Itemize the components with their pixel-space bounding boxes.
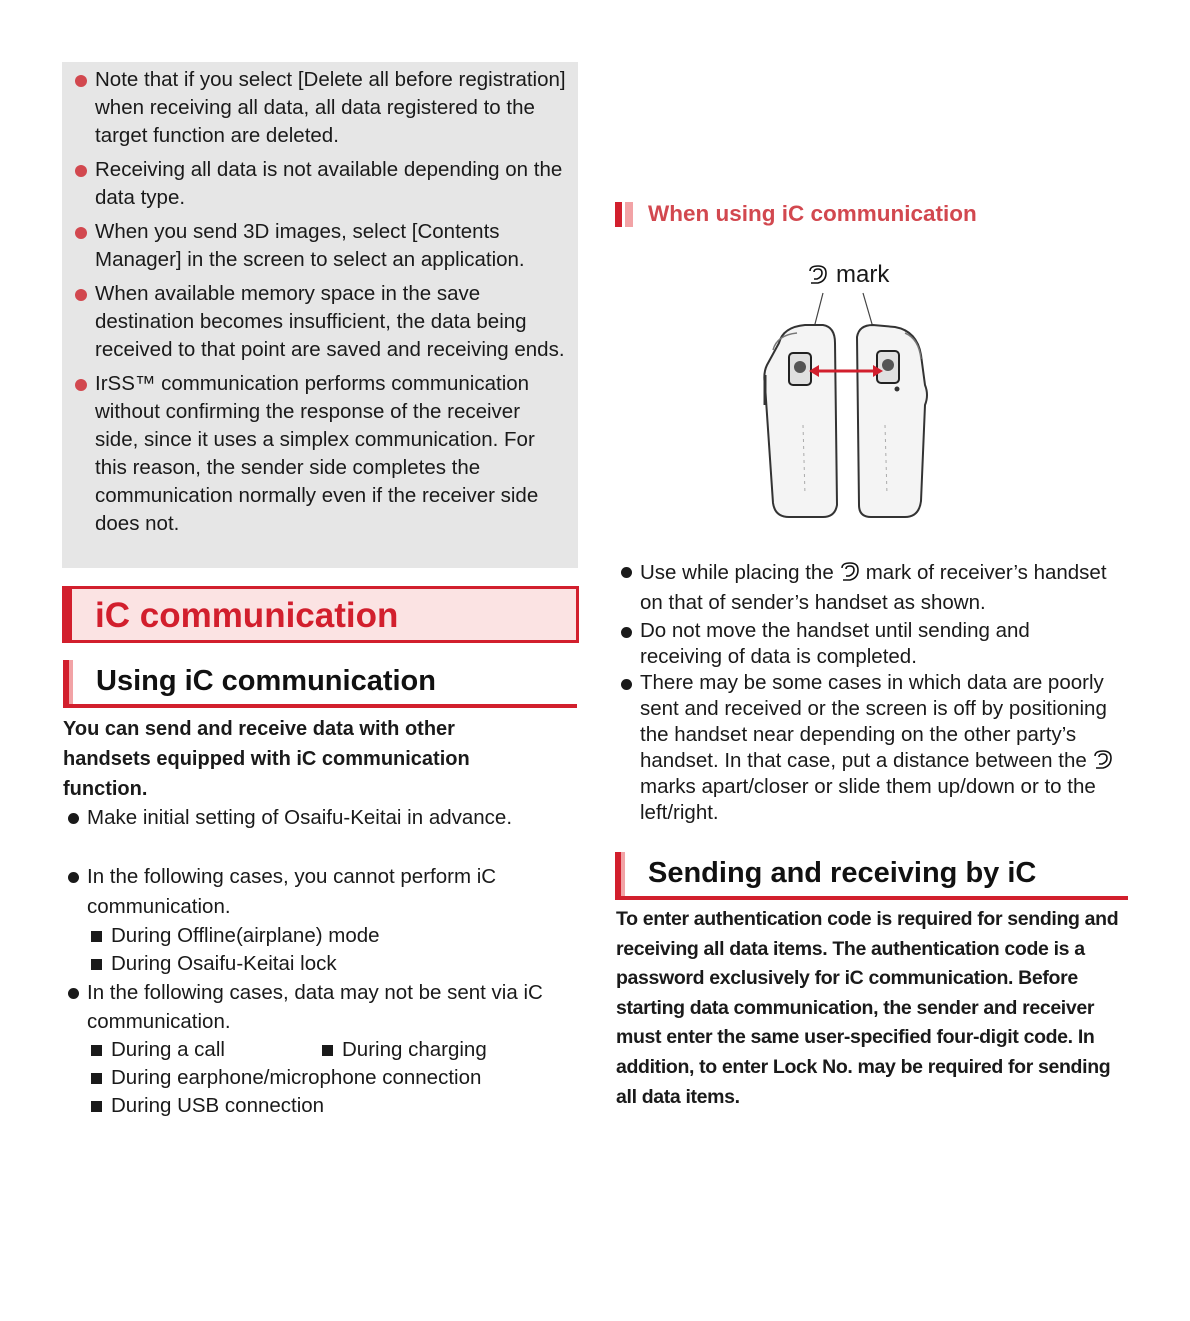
figure-label: mark	[838, 261, 891, 289]
handsets-illustration	[745, 255, 945, 525]
receiver-handset	[857, 325, 927, 517]
intro-text: You can send and receive data with other handsets equipped with iC communication function.	[63, 718, 470, 800]
square-bullet-icon	[322, 1045, 333, 1056]
section-title-sending: Sending and receiving by iC	[615, 852, 1128, 900]
felica-mark-icon	[1091, 748, 1115, 772]
note-item: Receiving all data is not available depending on the data type.	[72, 156, 568, 212]
sub-item: During a call	[89, 1036, 225, 1064]
section-marker	[615, 852, 625, 896]
sub-item: During earphone/microphone connection	[89, 1064, 481, 1092]
bullet-dot-icon	[68, 988, 79, 999]
felica-mark-icon	[838, 560, 862, 584]
bullet-dot-icon	[68, 813, 79, 824]
note-item: When you send 3D images, select [Contents Manager] in the screen to select an application.	[72, 218, 568, 274]
bullet-dot-icon	[68, 872, 79, 883]
note-item: When available memory space in the save destination becomes insufficient, the data being received to that point are saved and receiving ends.	[72, 280, 568, 364]
sub-item: During charging	[320, 1036, 487, 1064]
bullet-dot-icon	[75, 75, 87, 87]
square-bullet-icon	[91, 1101, 102, 1112]
square-bullet-icon	[91, 931, 102, 942]
note-item: IrSS™ communication performs communication without confirming the response of the receiver side, since it uses a simplex communication. For this reason, the sender side completes the communication normally even if the receiver side does not.	[72, 370, 568, 538]
bullet-dot-icon	[75, 289, 87, 301]
bullet-dot-icon	[621, 627, 632, 638]
square-bullet-icon	[91, 1045, 102, 1056]
sending-intro-text: To enter authentication code is required for sending and receiving all data items. The authentication code is a password exclusively for iC communication. Before starting data communication, the sender and receiver must enter the same user-specified four-digit code. In addition, to enter Lock No. may be required for sending all data items.	[616, 908, 1119, 1108]
list-item: Do not move the handset until sending and receiving of data is completed.	[616, 618, 1086, 670]
heading-marker	[625, 202, 633, 227]
bullet-dot-icon	[75, 227, 87, 239]
notes-box	[62, 62, 578, 568]
bullet-dot-icon	[75, 165, 87, 177]
list-item: In the following cases, you cannot perform iC communication.	[63, 862, 553, 922]
bullet-dot-icon	[75, 379, 87, 391]
bullet-dot-icon	[621, 567, 632, 578]
list-item: Make initial setting of Osaifu-Keitai in advance.	[63, 803, 573, 832]
list-item: There may be some cases in which data are poorly sent and received or the screen is off by positioning the handset near depending on the other party’s handset. In that case, put a distance between themarks apart/closer or slide them up/down or to the left/right.	[616, 670, 1126, 826]
sub-item: During USB connection	[89, 1092, 324, 1120]
bullet-dot-icon	[621, 679, 632, 690]
section-title-using: Using iC communication	[63, 660, 577, 708]
sub-item: During Offline(airplane) mode	[89, 922, 380, 950]
section-marker	[63, 660, 73, 704]
heading-marker	[615, 202, 622, 227]
sub-item: During Osaifu-Keitai lock	[89, 950, 337, 978]
square-bullet-icon	[91, 959, 102, 970]
square-bullet-icon	[91, 1073, 102, 1084]
list-item: Use while placing the mark of receiver’s handset on that of sender’s handset as shown.	[616, 558, 1116, 618]
sender-handset	[764, 325, 837, 517]
list-item: In the following cases, data may not be sent via iC communication.	[63, 978, 573, 1036]
chapter-title: iC communication	[62, 586, 579, 643]
note-item: Note that if you select [Delete all before registration] when receiving all data, all data registered to the target function are deleted.	[72, 66, 568, 150]
